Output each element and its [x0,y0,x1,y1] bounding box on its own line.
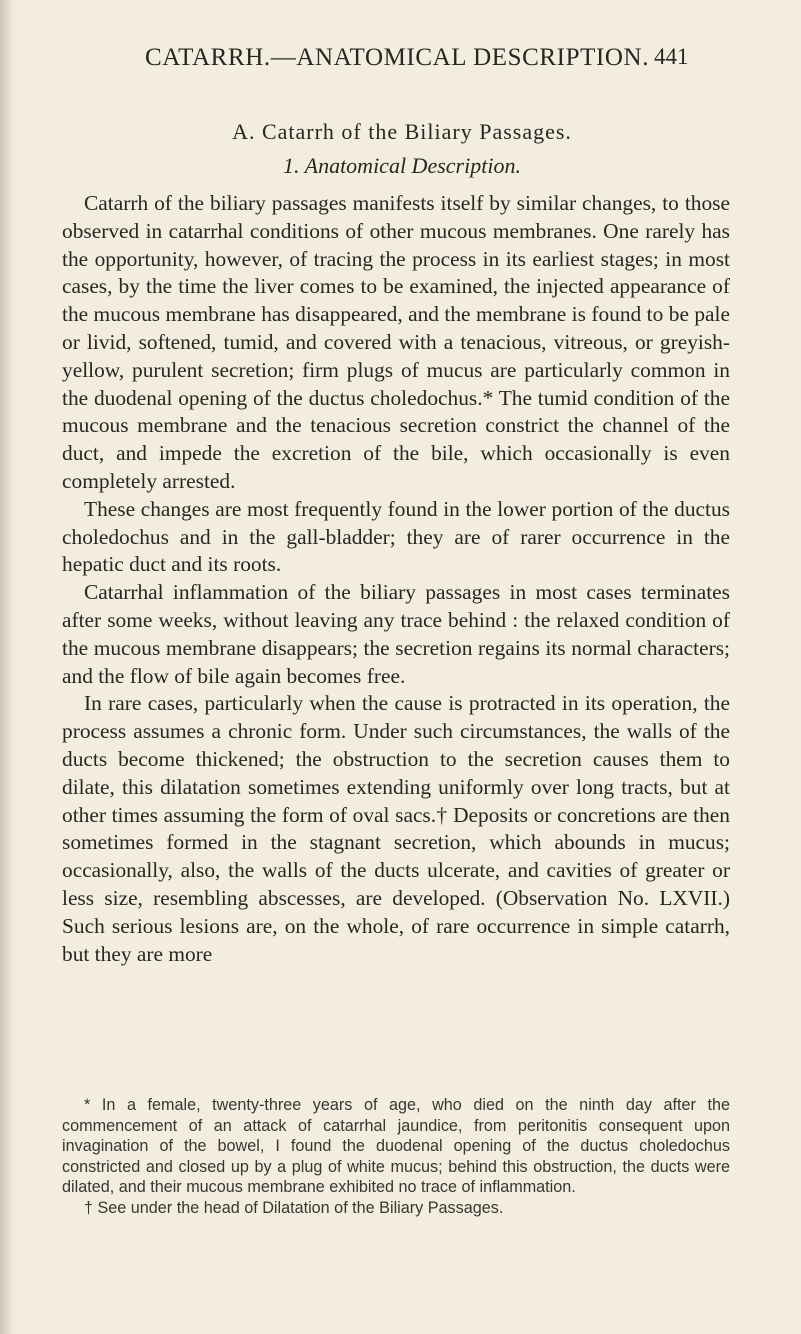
paragraph: In rare cases, particularly when the cause is protracted in its operation, the process assumes a chronic form. Under such circumstances, the walls of the ducts become thickened; the obstruction to the secretion causes them to dilate, this dilatation sometimes extending uniformly over long tracts, but at other times assuming the form of oval sacs.† Deposits or concretions are then sometimes formed in the stagnant secretion, which abounds in mucus; occasionally, also, the walls of the ducts ulcerate, and cavities of greater or less size, resembling abscesses, are developed. (Observation No. LXVII.) Such serious lesions are, on the whole, of rare occurrence in simple catarrh, but they are more [62,691,730,966]
footnote: * In a female, twenty-three years of age, who died on the ninth day after the commencement of an attack of catarrhal jaundice, from peritonitis consequent upon invagination of the bowel, I found the duodenal opening of the ductus choledochus constricted and closed up by a plug of white mucus; behind this obstruction, the ducts were dilated, and their mucous membrane exhibited no trace of inflammation. [62,1096,730,1197]
footnote: † See under the head of Dilatation of the Biliary Passages. [84,1198,504,1217]
running-title: CATARRH.—ANATOMICAL DESCRIPTION. [145,44,650,71]
subsection-title: 1. Anatomical Description. [283,153,521,178]
footnotes [62,1095,730,1219]
body-text [62,190,730,968]
paragraph: Catarrh of the biliary passages manifests itself by similar changes, to those observed in catarrhal conditions of other mucous membranes. One rarely has the opportunity, however, of tracing the process in its earliest stages; in most cases, by the time the liver comes to be examined, the injected appearance of the mucous membrane has disappeared, and the membrane is found to be pale or livid, softened, tumid, and covered with a tenacious, vitreous, or greyish-yellow, purulent secretion; firm plugs of mucus are particularly common in the duodenal opening of the ductus choledochus.* The tumid condition of the mucous membrane and the tenacious secretion constrict the channel of the duct, and impede the excretion of the bile, which occasionally is even completely arrested. [62,191,730,493]
paragraph: Catarrhal inflammation of the biliary passages in most cases terminates after some weeks, without leaving any trace behind : the relaxed condition of the mucous membrane disappears; the secretion regains its normal characters; and the flow of bile again becomes free. [62,580,730,688]
page-edge-shadow [0,0,14,1334]
page-number: 441 [654,44,689,69]
section-title: A. Catarrh of the Biliary Passages. [232,119,572,144]
page-header [0,44,801,78]
paragraph: These changes are most frequently found in the lower portion of the ductus choledochus and in the gall-bladder; they are of rarer occurrence in the hepatic duct and its roots. [62,496,730,577]
